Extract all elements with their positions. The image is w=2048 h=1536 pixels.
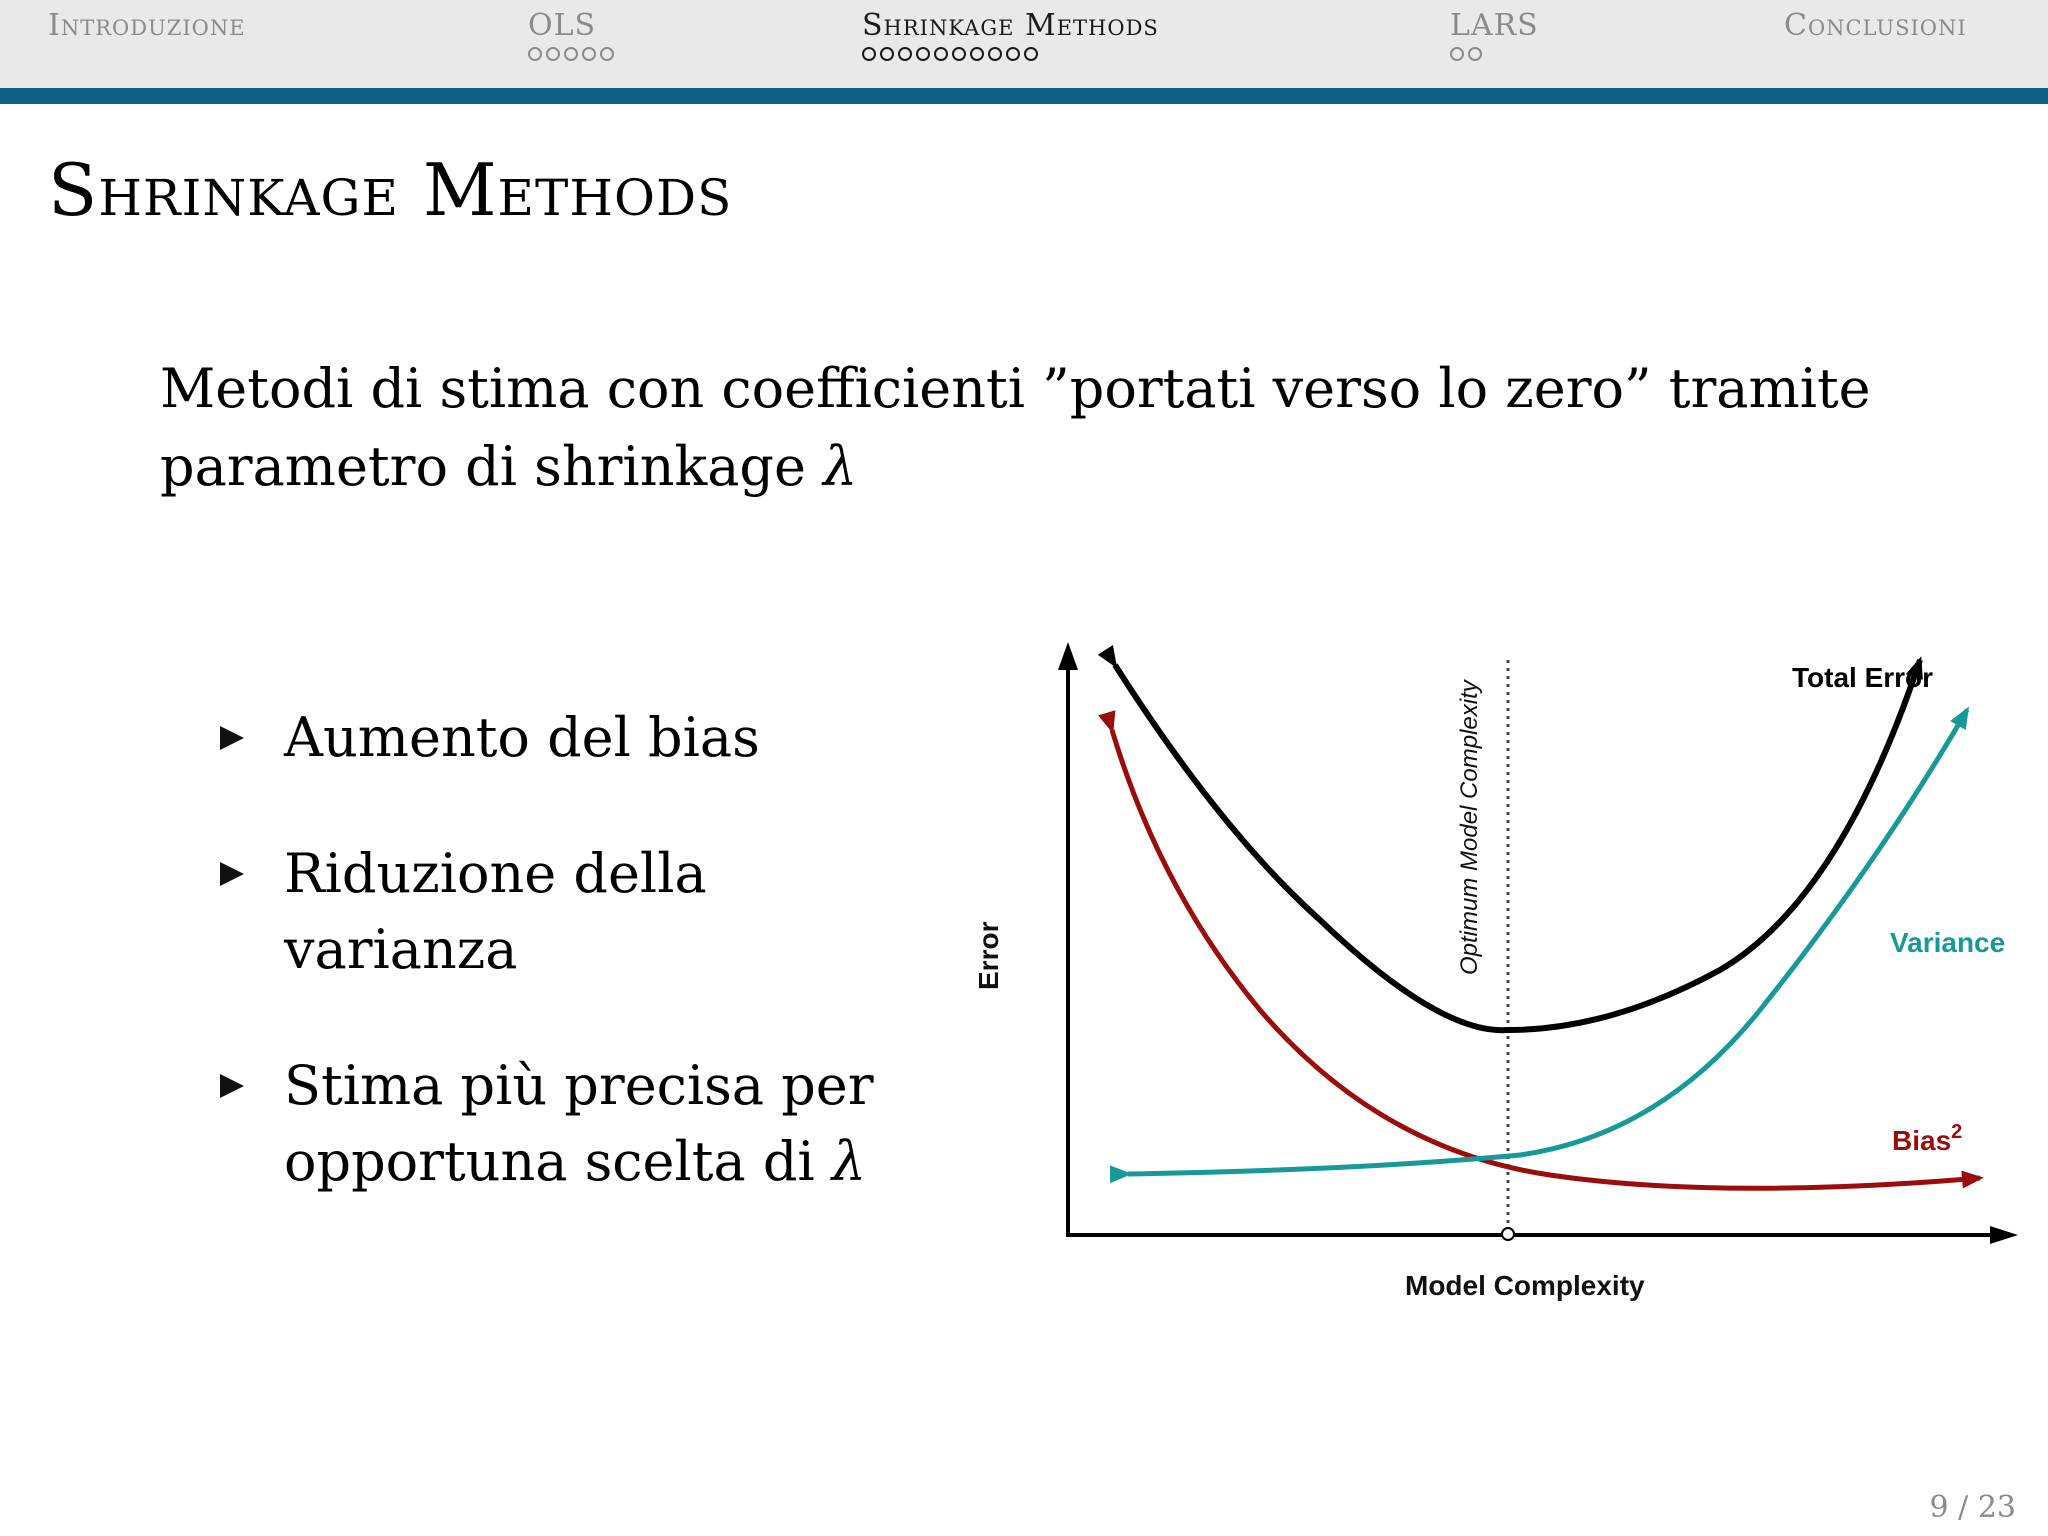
nav-dot[interactable] xyxy=(600,47,614,61)
nav-dot[interactable] xyxy=(1024,47,1038,61)
nav-dot[interactable] xyxy=(970,47,984,61)
x-axis-label: Model Complexity xyxy=(1405,1270,1645,1301)
bullet-item xyxy=(220,836,920,988)
nav-label[interactable]: Conclusioni xyxy=(1784,8,1967,43)
bullet-text: opportuna scelta di xyxy=(284,1130,832,1193)
nav-section-shrinkage-methods[interactable] xyxy=(862,8,1159,65)
nav-label[interactable]: Introduzione xyxy=(48,8,246,43)
nav-label[interactable]: Shrinkage Methods xyxy=(862,8,1159,43)
bullet-text: Stima più precisa per xyxy=(284,1054,874,1117)
lambda-symbol: λ xyxy=(823,435,858,498)
page-number: 9 / 23 xyxy=(1929,1490,2016,1525)
nav-dot[interactable] xyxy=(880,47,894,61)
nav-section-ols[interactable] xyxy=(528,8,614,65)
bias-label-superscript: 2 xyxy=(1951,1121,1963,1143)
nav-dot[interactable] xyxy=(916,47,930,61)
total-error-label: Total Error xyxy=(1792,662,1934,693)
bias-variance-diagram xyxy=(960,630,2040,1330)
nav-label[interactable]: LARS xyxy=(1450,8,1539,43)
nav-dot[interactable] xyxy=(1450,47,1464,61)
nav-dot[interactable] xyxy=(1468,47,1482,61)
navigation-bar xyxy=(0,0,2048,88)
bullet-item xyxy=(220,1048,920,1200)
nav-label[interactable]: OLS xyxy=(528,8,597,43)
header-rule xyxy=(0,88,2048,104)
triangle-bullet-icon xyxy=(220,862,244,886)
y-axis-label: Error xyxy=(973,921,1004,990)
variance-curve xyxy=(1128,710,1967,1174)
total-error-curve xyxy=(1115,660,1920,1030)
bias-label-text: Bias xyxy=(1892,1125,1952,1156)
nav-section-conclusioni[interactable] xyxy=(1784,8,1967,43)
nav-dot[interactable] xyxy=(564,47,578,61)
nav-dot[interactable] xyxy=(952,47,966,61)
triangle-bullet-icon xyxy=(220,726,244,750)
nav-dot[interactable] xyxy=(934,47,948,61)
bias-variance-figure xyxy=(960,630,2040,1330)
nav-dots xyxy=(1450,47,1539,65)
intro-line-1: Metodi di stima con coefficienti ”portati verso lo zero” tramite xyxy=(160,357,1871,420)
y-axis-arrow-icon xyxy=(1058,642,1078,670)
nav-dots xyxy=(862,47,1159,65)
nav-dot[interactable] xyxy=(988,47,1002,61)
bias-squared-curve xyxy=(1112,730,1980,1188)
optimum-point xyxy=(1502,1228,1514,1240)
nav-dot[interactable] xyxy=(898,47,912,61)
nav-dot[interactable] xyxy=(546,47,560,61)
nav-dot[interactable] xyxy=(582,47,596,61)
nav-dot[interactable] xyxy=(862,47,876,61)
bullet-text: Riduzione della xyxy=(284,842,707,905)
bullet-item xyxy=(220,700,920,776)
nav-dot[interactable] xyxy=(1006,47,1020,61)
nav-section-lars[interactable] xyxy=(1450,8,1539,65)
nav-dot[interactable] xyxy=(528,47,542,61)
x-axis-arrow-icon xyxy=(1990,1226,2018,1244)
intro-line-2: parametro di shrinkage xyxy=(160,435,824,498)
optimum-label: Optimum Model Complexity xyxy=(1456,680,1483,975)
nav-section-introduzione[interactable] xyxy=(48,8,246,43)
variance-label: Variance xyxy=(1890,927,2006,958)
nav-dots xyxy=(528,47,614,65)
frame-title: Shrinkage Methods xyxy=(48,148,733,232)
intro-paragraph xyxy=(160,350,1960,506)
bullet-text: varianza xyxy=(284,918,518,981)
bullet-list xyxy=(220,700,920,1260)
triangle-bullet-icon xyxy=(220,1074,244,1098)
bias-label xyxy=(1892,1121,1962,1156)
lambda-symbol: λ xyxy=(831,1130,867,1193)
bullet-text: Aumento del bias xyxy=(284,706,760,769)
